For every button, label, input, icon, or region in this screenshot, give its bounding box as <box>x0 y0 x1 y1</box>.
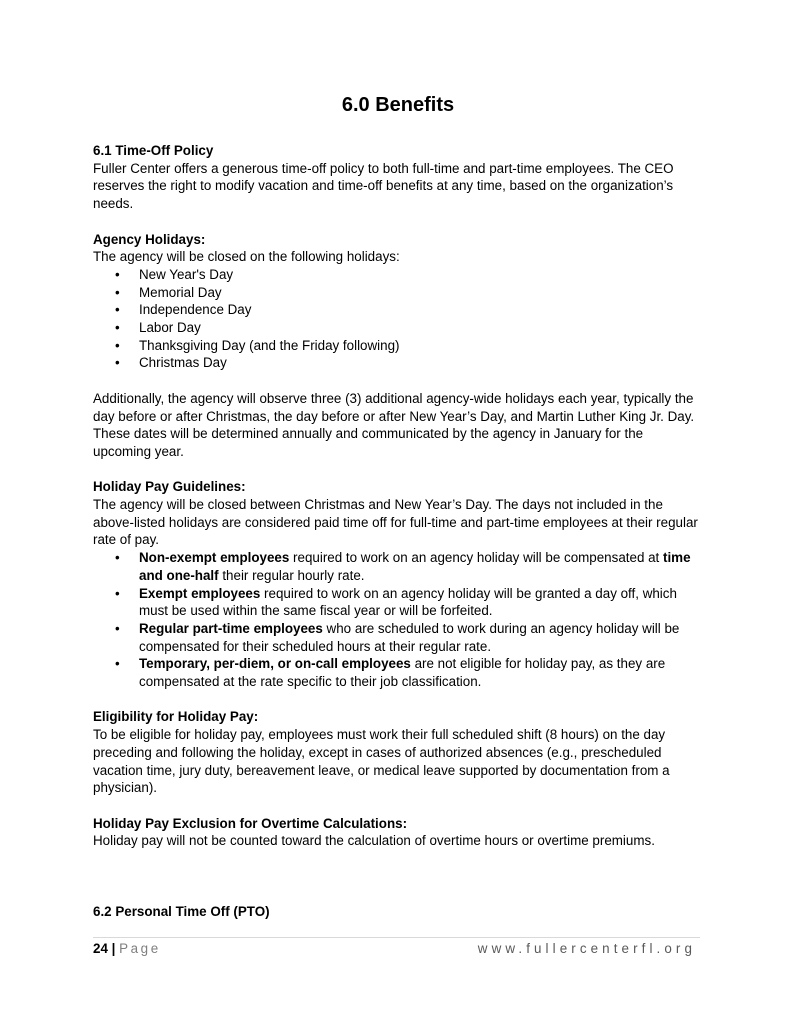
holiday-list <box>93 266 703 372</box>
item-bold: Temporary, per-diem, or on-call employees <box>139 656 411 672</box>
page-label: Page <box>119 941 161 956</box>
item-text: their regular hourly rate. <box>218 567 365 583</box>
list-item <box>139 655 703 690</box>
additional-holidays-paragraph: Additionally, the agency will observe three (3) additional agency-wide holidays each year, typically the day before or after Christmas, the day before or after New Year’s Day, and Martin Luther King Jr. Day. These dates will be determined annually and communicated by the agency in January for the upcoming year. <box>93 390 695 459</box>
list-item: • Labor Day <box>139 319 703 337</box>
list-item: • Memorial Day <box>139 284 703 302</box>
list-item: • Independence Day <box>139 301 703 319</box>
item-text: required to work on an agency holiday will be granted a day off, which must be used within the same fiscal year or will be forfeited. <box>139 585 677 619</box>
exclusion-heading: Holiday Pay Exclusion for Overtime Calculations: <box>93 815 408 831</box>
agency-holidays-intro: The agency will be closed on the following holidays: <box>93 249 400 265</box>
footer-website: www.fullercenterfl.org <box>477 941 696 956</box>
page-number-footer <box>93 941 161 956</box>
exclusion-body: Holiday pay will not be counted toward the calculation of overtime hours or overtime premiums. <box>93 833 655 849</box>
holiday-pay-heading: Holiday Pay Guidelines: <box>93 479 246 495</box>
item-bold: time and one-half <box>139 550 691 583</box>
section-6-1-heading: 6.1 Time-Off Policy <box>93 143 214 158</box>
holiday-pay-list <box>93 549 703 691</box>
list-item <box>139 620 703 655</box>
section-6-2-heading: 6.2 Personal Time Off (PTO) <box>93 904 270 920</box>
item-bold: Exempt employees <box>139 585 261 601</box>
page-separator: | <box>107 941 120 956</box>
item-text: are not eligible for holiday pay, as they are compensated at the rate specific to their job classification. <box>139 656 666 690</box>
item-bold: Non-exempt employees <box>139 550 290 566</box>
list-item <box>139 549 703 584</box>
list-item: • Thanksgiving Day (and the Friday following) <box>139 337 703 355</box>
section-6-1-body: Fuller Center offers a generous time-off policy to both full-time and part-time employees. The CEO reserves the right to modify vacation and time-off benefits at any time, based on the organization’s needs. <box>93 160 674 212</box>
list-item: • Christmas Day <box>139 354 703 372</box>
eligibility-body: To be eligible for holiday pay, employees must work their full scheduled shift (8 hours) on the day preceding and following the holiday, except in cases of authorized absences (e.g., prescheduled vacation time, jury duty, bereavement leave, or medical leave supported by documentation from a physician). <box>93 727 670 796</box>
list-item <box>139 585 703 620</box>
holiday-pay-intro: The agency will be closed between Christmas and New Year’s Day. The days not included in the above-listed holidays are considered paid time off for full-time and part-time employees at their regular rate of pay. <box>93 497 698 548</box>
list-item: • New Year's Day <box>139 266 703 284</box>
item-bold: Regular part-time employees <box>139 620 323 636</box>
item-text: who are scheduled to work during an agency holiday will be compensated for their scheduled hours at their regular rate. <box>139 620 680 654</box>
agency-holidays-heading: Agency Holidays: <box>93 231 206 247</box>
page-content <box>93 93 703 921</box>
footer-divider <box>93 937 700 938</box>
eligibility-heading: Eligibility for Holiday Pay: <box>93 709 259 725</box>
page-title: 6.0 Benefits <box>341 94 455 116</box>
item-text: required to work on an agency holiday will be compensated at <box>289 550 663 566</box>
page-number: 24 <box>93 941 108 956</box>
